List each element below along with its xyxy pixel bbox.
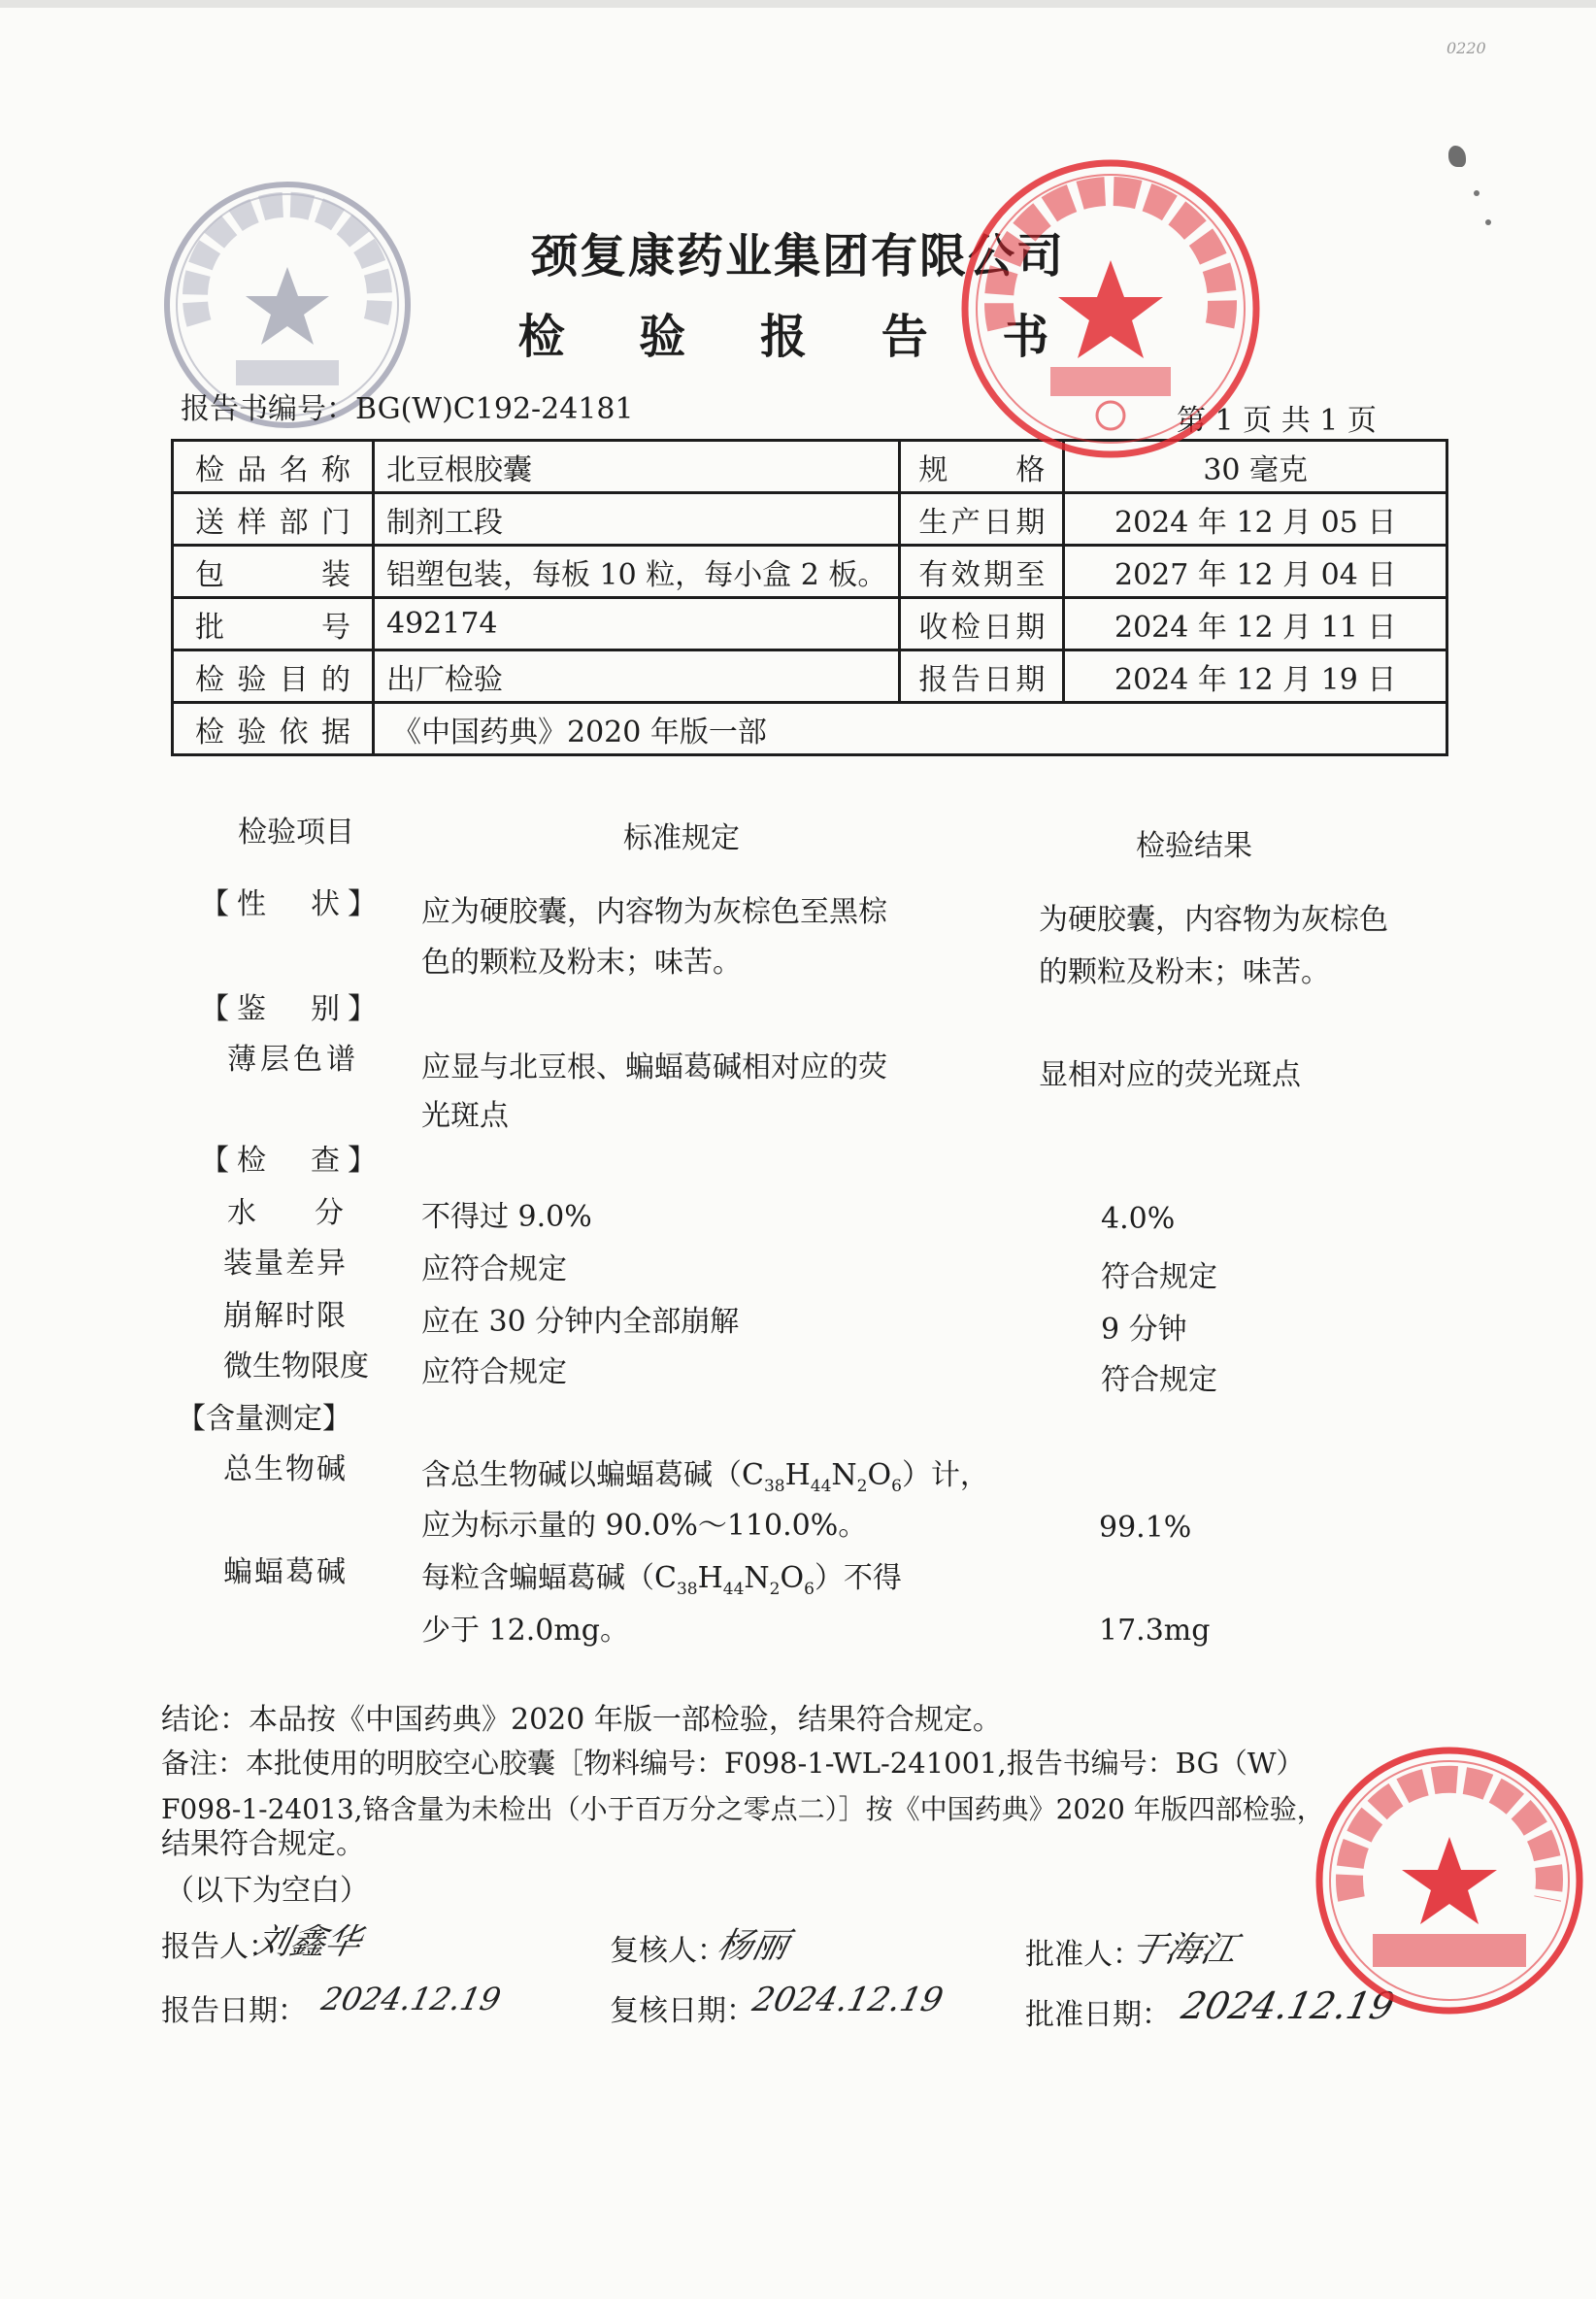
expiry-date: 2027 年 12 月 04 日 — [1064, 546, 1447, 598]
water-standard: 不得过 9.0% — [421, 1200, 592, 1234]
total-alkaloids-standard: 应为标示量的 90.0%～110.0%。 — [421, 1509, 868, 1543]
package: 铝塑包装，每板 10 粒，每小盒 2 板。 — [374, 546, 900, 598]
fill-variation-result: 符合规定 — [1101, 1260, 1217, 1294]
total-alkaloids-standard: 含总生物碱以蝙蝠葛碱$(C_{38}H_{44}N_2O_6)$计， — [421, 1458, 989, 1496]
company-name: 颈复康药业集团有限公司 — [530, 229, 1065, 283]
mfg-date: 2024 年 12 月 05 日 — [1064, 493, 1447, 546]
fill-variation-item: 装量差异 — [223, 1247, 348, 1281]
dept-label: 送样部门 — [173, 493, 374, 546]
fill-variation-standard: 应符合规定 — [421, 1252, 567, 1286]
properties-result: 为硬胶囊，内容物为灰棕色 — [1039, 903, 1388, 937]
total-alkaloids-result: 99.1% — [1099, 1511, 1192, 1545]
product-name: 北豆根胶囊 — [374, 441, 900, 493]
review-date-label: 复核日期： — [610, 1994, 755, 2028]
purpose: 出厂检验 — [374, 650, 900, 703]
red-inspection-seal — [957, 155, 1264, 462]
sample-info-table — [171, 439, 1448, 756]
tlc-result: 显相对应的荧光斑点 — [1039, 1058, 1301, 1092]
report-date-handwritten: 2024.12.19 — [317, 1981, 505, 2017]
approve-date-handwritten: 2024.12.19 — [1178, 1984, 1399, 2027]
scan-speck — [1448, 146, 1466, 167]
column-header-result: 检验结果 — [1136, 829, 1252, 863]
receive-date-label: 收检日期 — [900, 598, 1064, 650]
report-number: 报告书编号：BG(W)C192-24181 — [181, 392, 634, 426]
water-result: 4.0% — [1101, 1202, 1176, 1236]
total-alkaloids-item: 总生物碱 — [223, 1452, 348, 1486]
table-row — [173, 703, 1447, 755]
review-date-handwritten: 2024.12.19 — [748, 1981, 947, 2019]
blank-note: （以下为空白） — [165, 1874, 369, 1908]
table-row — [173, 598, 1447, 650]
dauricine-standard: 少于 12.0mg。 — [421, 1614, 629, 1648]
receive-date: 2024 年 12 月 11 日 — [1064, 598, 1447, 650]
microbial-standard: 应符合规定 — [421, 1355, 567, 1389]
microbial-item: 微生物限度 — [223, 1349, 369, 1383]
purpose-label: 检验目的 — [173, 650, 374, 703]
table-row — [173, 650, 1447, 703]
spec: 30 毫克 — [1064, 441, 1447, 493]
section-checks: 【检 查】 — [200, 1144, 384, 1178]
table-row — [173, 493, 1447, 546]
dauricine-item: 蝙蝠葛碱 — [223, 1555, 348, 1589]
mfg-date-label: 生产日期 — [900, 493, 1064, 546]
approver-label: 批准人： — [1025, 1938, 1142, 1972]
reporter-label: 报告人： — [161, 1930, 278, 1964]
properties-result: 的颗粒及粉末；味苦。 — [1039, 955, 1330, 989]
conclusion: 结论：本品按《中国药典》2020 年版一部检验，结果符合规定。 — [161, 1703, 1002, 1737]
dept: 制剂工段 — [374, 493, 900, 546]
scan-edge — [0, 0, 1596, 8]
batch-number: 492174 — [374, 598, 900, 650]
tlc-standard: 光斑点 — [421, 1099, 509, 1133]
column-header-standard: 标准规定 — [623, 821, 740, 855]
dauricine-standard: 每粒含蝙蝠葛碱$(C_{38}H_{44}N_2O_6)$不得 — [421, 1561, 902, 1599]
report-date-label: 报告日期 — [900, 650, 1064, 703]
remark: F098-1-24013,铬含量为未检出（小于百万分之零点二）］按《中国药典》2020 年版四部检验， — [161, 1793, 1324, 1825]
reviewer-label: 复核人： — [610, 1934, 726, 1968]
report-date-sign-label: 报告日期： — [161, 1994, 307, 2028]
remark: 结果符合规定。 — [161, 1827, 365, 1861]
basis: 《中国药典》2020 年版一部 — [374, 703, 1447, 755]
report-date: 2024 年 12 月 19 日 — [1064, 650, 1447, 703]
section-properties: 【性 状】 — [200, 887, 384, 921]
disintegration-standard: 应在 30 分钟内全部崩解 — [421, 1305, 740, 1339]
water-item: 水 分 — [227, 1196, 344, 1230]
batch-label: 批 号 — [173, 598, 374, 650]
red-quality-dept-seal — [1313, 1744, 1586, 2017]
basis-label: 检验依据 — [173, 703, 374, 755]
reviewer-signature: 杨丽 — [714, 1926, 792, 1966]
reporter-signature: 刘鑫华 — [251, 1922, 365, 1962]
page-info: 第 1 页 共 1 页 — [1177, 404, 1377, 438]
tlc-item: 薄层色谱 — [227, 1043, 359, 1077]
scan-speck — [1474, 190, 1480, 196]
product-name-label: 检品名称 — [173, 441, 374, 493]
disintegration-result: 9 分钟 — [1101, 1313, 1187, 1347]
disintegration-item: 崩解时限 — [223, 1299, 348, 1333]
properties-standard: 色的颗粒及粉末；味苦。 — [421, 946, 742, 980]
section-identification: 【鉴 别】 — [200, 992, 384, 1026]
remark: 备注：本批使用的明胶空心胶囊［物料编号：F098-1-WL-241001,报告书编号：BG（W） — [161, 1747, 1305, 1780]
tlc-standard: 应显与北豆根、蝙蝠葛碱相对应的荧 — [421, 1050, 887, 1084]
package-label: 包 装 — [173, 546, 374, 598]
section-assay: 【含量测定】 — [177, 1402, 351, 1436]
table-row — [173, 546, 1447, 598]
spec-label: 规 格 — [900, 441, 1064, 493]
document-title: 检 验 报 告 书 — [517, 310, 1079, 364]
properties-standard: 应为硬胶囊，内容物为灰棕色至黑棕 — [421, 895, 887, 929]
corner-note: 0220 — [1446, 39, 1486, 57]
approver-signature: 于海江 — [1127, 1930, 1241, 1970]
dauricine-result: 17.3mg — [1099, 1614, 1211, 1648]
column-header-item: 检验项目 — [238, 816, 354, 850]
microbial-result: 符合规定 — [1101, 1363, 1217, 1397]
expiry-label: 有效期至 — [900, 546, 1064, 598]
approve-date-label: 批准日期： — [1025, 1998, 1171, 2032]
